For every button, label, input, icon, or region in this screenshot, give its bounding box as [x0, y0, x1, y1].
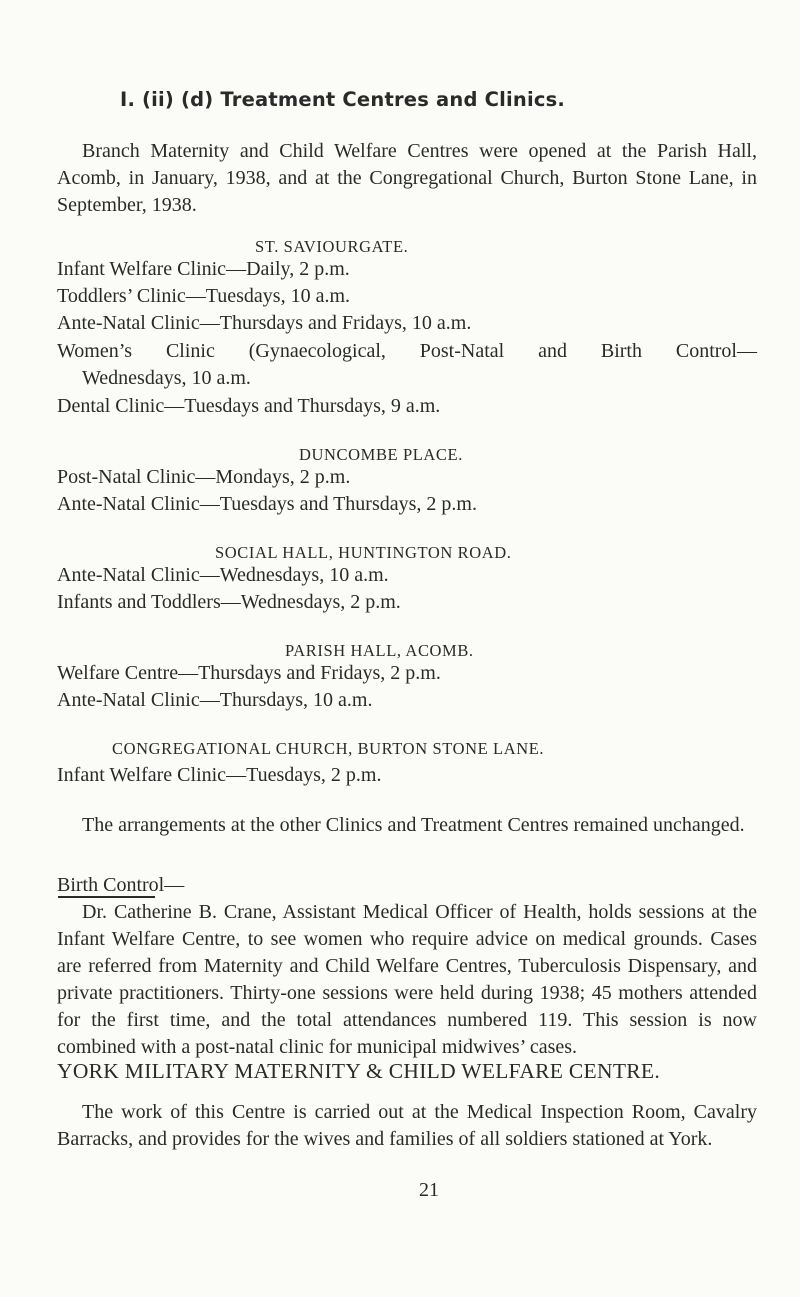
- birth-control-paragraph: Dr. Catherine B. Crane, Assistant Medical Officer of Health, holds sessions at the Infant Welfare Centre, to see women who require advice on medical grounds. Cases are referred from Maternity and Child Welfare Centres, Tuberculosis Dispensary, and private practitioners. Thirty-one sessions were held during 1938; 45 mothers attended for the first time, and the total attendances numbered 119. This session is now combined with a post-natal clinic for municipal midwives’ cases.: [57, 901, 757, 1058]
- page-number: 21: [419, 1179, 439, 1201]
- section-title-duncombe-place: DUNCOMBE PLACE.: [299, 445, 463, 464]
- birth-control-heading: Birth Control—: [57, 874, 185, 896]
- clinic-item: Toddlers’ Clinic—Tuesdays, 10 a.m.: [57, 285, 351, 307]
- clinic-item: Infant Welfare Clinic—Daily, 2 p.m.: [57, 258, 350, 280]
- clinic-item: Post-Natal Clinic—Mondays, 2 p.m.: [57, 466, 351, 488]
- clinic-item: [57, 338, 757, 392]
- clinic-item: Welfare Centre—Thursdays and Fridays, 2 p.m.: [57, 662, 441, 684]
- heading-underline: [58, 896, 155, 898]
- clinic-item-line: Women’s Clinic (Gynaecological, Post-Natal and Birth Control—: [57, 340, 757, 362]
- military-paragraph: The work of this Centre is carried out at the Medical Inspection Room, Cavalry Barracks, and provides for the wives and families of all soldiers stationed at York.: [57, 1101, 757, 1150]
- clinic-item: Ante-Natal Clinic—Thursdays and Fridays, 10 a.m.: [57, 312, 472, 334]
- clinic-item: Ante-Natal Clinic—Tuesdays and Thursdays, 2 p.m.: [57, 493, 477, 515]
- clinic-item: Infants and Toddlers—Wednesdays, 2 p.m.: [57, 591, 401, 613]
- arrangements-paragraph: The arrangements at the other Clinics and Treatment Centres remained unchanged.: [82, 814, 745, 836]
- intro-paragraph: Branch Maternity and Child Welfare Centres were opened at the Parish Hall, Acomb, in January, 1938, and at the Congregational Church, Burton Stone Lane, in September, 1938.: [57, 140, 757, 216]
- military-centre-heading: YORK MILITARY MATERNITY & CHILD WELFARE CENTRE.: [57, 1059, 660, 1083]
- section-title-st-saviourgate: ST. SAVIOURGATE.: [255, 237, 409, 256]
- heading: I. (ii) (d) Treatment Centres and Clinics.: [120, 88, 566, 111]
- section-title-parish-hall: PARISH HALL, ACOMB.: [285, 641, 474, 660]
- clinic-item: Infant Welfare Clinic—Tuesdays, 2 p.m.: [57, 764, 382, 786]
- section-title-congregational-church: CONGREGATIONAL CHURCH, BURTON STONE LANE.: [112, 739, 545, 758]
- clinic-item: Ante-Natal Clinic—Thursdays, 10 a.m.: [57, 689, 373, 711]
- section-title-social-hall: SOCIAL HALL, HUNTINGTON ROAD.: [215, 543, 512, 562]
- clinic-item-line: Wednesdays, 10 a.m.: [82, 367, 251, 389]
- clinic-item: Dental Clinic—Tuesdays and Thursdays, 9 a.m.: [57, 395, 441, 417]
- clinic-item: Ante-Natal Clinic—Wednesdays, 10 a.m.: [57, 564, 389, 586]
